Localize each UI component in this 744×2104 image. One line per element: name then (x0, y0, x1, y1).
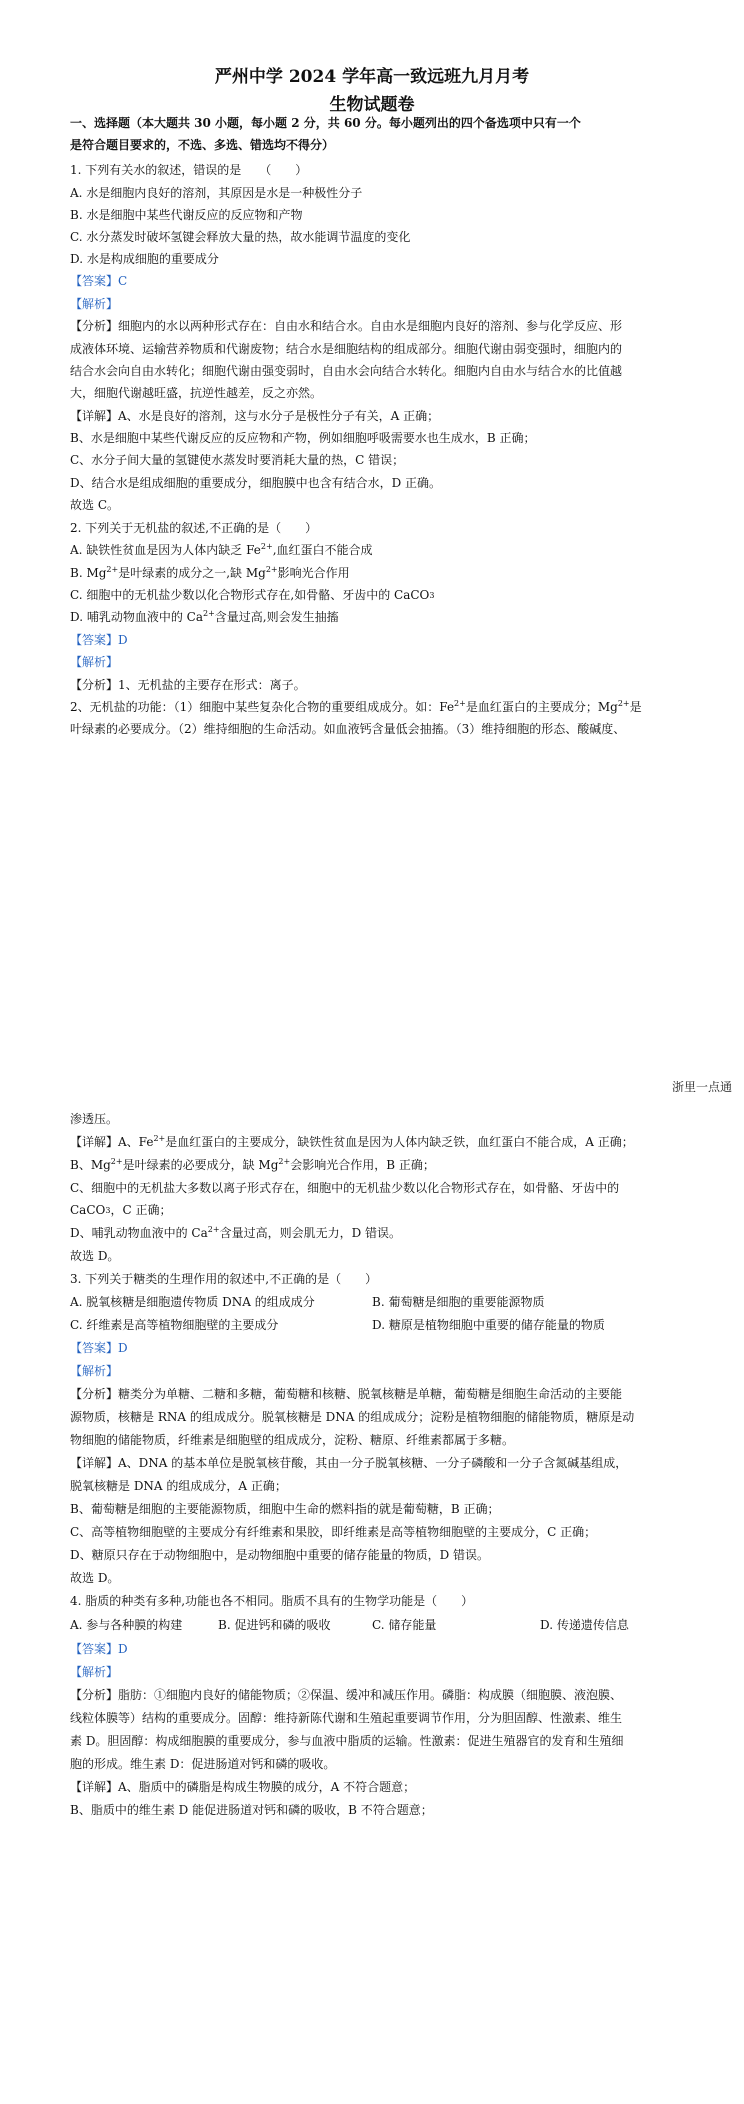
q2-detail-5-text: D、哺乳动物血液中的 Ca (70, 1226, 208, 1240)
superscript: 2+ (207, 1226, 220, 1234)
q1-stem: 1. 下列有关水的叙述，错误的是 （ ） (70, 163, 308, 177)
q3-conclusion: 故选 D。 (70, 1571, 120, 1585)
q2-option-b (70, 566, 682, 580)
q2-answer: 【答案】D (70, 633, 128, 647)
q4-answer: 【答案】D (70, 1642, 128, 1656)
q4-option-d: D. 传递遗传信息 (540, 1618, 629, 1632)
q3-analysis-2: 源物质，核糖是 RNA 的组成成分。脱氧核糖是 DNA 的组成成分；淀粉是植物细胞的储能物质，糖原是动 (70, 1410, 635, 1424)
q2-jiexi-label: 【解析】 (70, 655, 119, 669)
q3-detail-3: B、葡萄糖是细胞的主要能源物质，细胞中生命的燃料指的就是葡萄糖，B 正确； (70, 1502, 500, 1516)
superscript: 2+ (265, 566, 278, 574)
q3-jiexi-label: 【解析】 (70, 1364, 119, 1378)
q2-option-a (70, 543, 682, 557)
q2-analysis-2-text-end: 是 (629, 700, 642, 714)
superscript: 2+ (454, 700, 466, 708)
superscript: 2+ (260, 543, 273, 551)
q2-option-c-text: C. 细胞中的无机盐少数以化合物形式存在,如骨骼、牙齿中的 CaCO (70, 588, 430, 602)
superscript: 2+ (617, 700, 630, 708)
q3-detail-5: D、糖原只存在于动物细胞中，是动物细胞中重要的储存能量的物质，D 错误。 (70, 1548, 490, 1562)
q3-stem: 3. 下列关于糖类的生理作用的叙述中,不正确的是（ ） (70, 1272, 378, 1286)
q2-option-a-text: A. 缺铁性贫血是因为人体内缺乏 Fe (70, 543, 261, 557)
q1-option-a: A. 水是细胞内良好的溶剂，其原因是水是一种极性分子 (70, 186, 363, 200)
q4-detail-2: B、脂质中的维生素 D 能促进肠道对钙和磷的吸收，B 不符合题意； (70, 1803, 433, 1817)
q2-option-d (70, 610, 682, 624)
section-heading-line2: 是符合题目要求的，不选、多选、错选均不得分） (70, 138, 335, 152)
q3-option-c: C. 纤维素是高等植物细胞壁的主要成分 (70, 1318, 279, 1332)
q3-option-a: A. 脱氧核糖是细胞遗传物质 DNA 的组成成分 (70, 1295, 315, 1309)
q2-analysis-4: 渗透压。 (70, 1112, 119, 1126)
q1-detail-3: C、水分子间大量的氢键使水蒸发时要消耗大量的热，C 错误； (70, 453, 405, 467)
q2-analysis-1: 【分析】1、无机盐的主要存在形式：离子。 (70, 678, 306, 692)
q2-option-d-text: D. 哺乳动物血液中的 Ca (70, 610, 203, 624)
q2-detail-1 (70, 1135, 682, 1149)
superscript: 2+ (106, 566, 119, 574)
q4-analysis-4: 胞的形成。维生素 D：促进肠道对钙和磷的吸收。 (70, 1757, 336, 1771)
q3-analysis-3: 物细胞的储能物质，纤维素是细胞壁的组成成分，淀粉、糖原、纤维素都属于多糖。 (70, 1433, 515, 1447)
q2-conclusion: 故选 D。 (70, 1249, 120, 1263)
section-heading-line1: 一、选择题（本大题共 30 小题，每小题 2 分，共 60 分。每小题列出的四个备选项中只有一个 (70, 116, 581, 130)
q1-option-b: B. 水是细胞中某些代谢反应的反应物和产物 (70, 208, 303, 222)
q2-analysis-2-text-mid: 是血红蛋白的主要成分；Mg (465, 700, 618, 714)
q2-detail-4-text: CaCO (70, 1203, 106, 1217)
q2-detail-4 (70, 1203, 682, 1217)
q2-detail-3: C、细胞中的无机盐大多数以离子形式存在，细胞中的无机盐少数以化合物形式存在，如骨骼、牙齿中的 (70, 1181, 620, 1195)
q1-option-d: D. 水是构成细胞的重要成分 (70, 252, 219, 266)
subscript: 3 (429, 591, 435, 600)
q1-analysis-3: 结合水会向自由水转化；细胞代谢由强变弱时，自由水会向结合水转化。细胞内自由水与结合水的比值越 (70, 364, 623, 378)
q2-option-b-text: B. Mg (70, 566, 107, 580)
q3-analysis-1: 【分析】糖类分为单糖、二糖和多糖，葡萄糖和核糖、脱氧核糖是单糖，葡萄糖是细胞生命活动的主要能 (70, 1387, 623, 1401)
q2-detail-5-text-end: 含量过高，则会肌无力，D 错误。 (219, 1226, 402, 1240)
q4-analysis-2: 线粒体膜等）结构的重要成分。固醇：维持新陈代谢和生殖起重要调节作用，分为胆固醇、性激素、维生 (70, 1711, 623, 1725)
q2-option-d-text-end: 含量过高,则会发生抽搐 (214, 610, 339, 624)
q2-detail-2-text-end: 会影响光合作用，B 正确； (290, 1158, 435, 1172)
q4-analysis-3: 素 D。胆固醇：构成细胞膜的重要成分，参与血液中脂质的运输。性激素：促进生殖器官的发育和生殖细 (70, 1734, 624, 1748)
q3-answer: 【答案】D (70, 1341, 128, 1355)
q2-option-c (70, 588, 682, 602)
q4-detail-1: 【详解】A、脂质中的磷脂是构成生物膜的成分，A 不符合题意； (70, 1780, 416, 1794)
q1-detail-1: 【详解】A、水是良好的溶剂，这与水分子是极性分子有关，A 正确； (70, 409, 440, 423)
q4-jiexi-label: 【解析】 (70, 1665, 119, 1679)
q2-option-b-text-mid: 是叶绿素的成分之一,缺 Mg (118, 566, 266, 580)
q2-option-a-text-end: ,血红蛋白不能合成 (272, 543, 373, 557)
q2-detail-5 (70, 1226, 682, 1240)
q1-analysis-1: 【分析】细胞内的水以两种形式存在：自由水和结合水。自由水是细胞内良好的溶剂、参与化学反应、形 (70, 319, 623, 333)
q1-option-c: C. 水分蒸发时破坏氢键会释放大量的热，故水能调节温度的变化 (70, 230, 411, 244)
subscript: 3 (105, 1206, 111, 1215)
q3-detail-2: 脱氧核糖是 DNA 的组成成分，A 正确； (70, 1479, 287, 1493)
q3-detail-1: 【详解】A、DNA 的基本单位是脱氧核苷酸，其由一分子脱氧核糖、一分子磷酸和一分子含氮碱基组成， (70, 1456, 628, 1470)
superscript: 2+ (202, 610, 215, 618)
q2-analysis-3: 叶绿素的必要成分。（2）维持细胞的生命活动。如血液钙含量低会抽搐。（3）维持细胞的形态、酸碱度、 (70, 722, 626, 736)
q2-detail-2-text-mid: 是叶绿素的必要成分，缺 Mg (122, 1158, 279, 1172)
q1-analysis-2: 成液体环境、运输营养物质和代谢废物；结合水是细胞结构的组成部分。细胞代谢由弱变强时，细胞内的 (70, 342, 623, 356)
q2-detail-1-text: 【详解】A、Fe (70, 1135, 154, 1149)
watermark-text: 浙里一点通 (671, 1080, 732, 1094)
q2-detail-4-text-end: ，C 正确； (110, 1203, 172, 1217)
q3-option-d: D. 糖原是植物细胞中重要的储存能量的物质 (372, 1318, 605, 1332)
q1-detail-4: D、结合水是组成细胞的重要成分，细胞膜中也含有结合水，D 正确。 (70, 476, 442, 490)
q4-option-a: A. 参与各种膜的构建 (70, 1618, 183, 1632)
q1-conclusion: 故选 C。 (70, 498, 119, 512)
q4-option-c: C. 储存能量 (372, 1618, 437, 1632)
q4-analysis-1: 【分析】脂肪：①细胞内良好的储能物质；②保温、缓冲和减压作用。磷脂：构成膜（细胞膜、液泡膜、 (70, 1688, 623, 1702)
q2-stem: 2. 下列关于无机盐的叙述,不正确的是（ ） (70, 521, 318, 535)
q2-analysis-2-text: 2、无机盐的功能：（1）细胞中某些复杂化合物的重要组成成分。如：Fe (70, 700, 455, 714)
superscript: 2+ (278, 1158, 291, 1166)
q2-detail-2 (70, 1158, 682, 1172)
q2-detail-1-text-end: 是血红蛋白的主要成分，缺铁性贫血是因为人体内缺乏铁，血红蛋白不能合成，A 正确； (165, 1135, 634, 1149)
q2-option-b-text-end: 影响光合作用 (277, 566, 350, 580)
superscript: 2+ (110, 1158, 123, 1166)
q1-jiexi-label: 【解析】 (70, 297, 119, 311)
q2-detail-2-text: B、Mg (70, 1158, 111, 1172)
q3-option-b: B. 葡萄糖是细胞的重要能源物质 (372, 1295, 545, 1309)
q4-option-b: B. 促进钙和磷的吸收 (218, 1618, 331, 1632)
q4-stem: 4. 脂质的种类有多种,功能也各不相同。脂质不具有的生物学功能是（ ） (70, 1594, 474, 1608)
q1-detail-2: B、水是细胞中某些代谢反应的反应物和产物，例如细胞呼吸需要水也生成水，B 正确； (70, 431, 536, 445)
q1-answer: 【答案】C (70, 274, 128, 288)
exam-title: 严州中学 2024 学年高一致远班九月月考 (214, 67, 530, 87)
superscript: 2+ (153, 1135, 166, 1143)
q1-analysis-4: 大，细胞代谢越旺盛，抗逆性越差，反之亦然。 (70, 386, 323, 400)
q3-detail-4: C、高等植物细胞壁的主要成分有纤维素和果胶，即纤维素是高等植物细胞壁的主要成分，C 正确； (70, 1525, 597, 1539)
paper-subtitle: 生物试题卷 (329, 95, 415, 115)
q2-analysis-2 (70, 700, 682, 714)
